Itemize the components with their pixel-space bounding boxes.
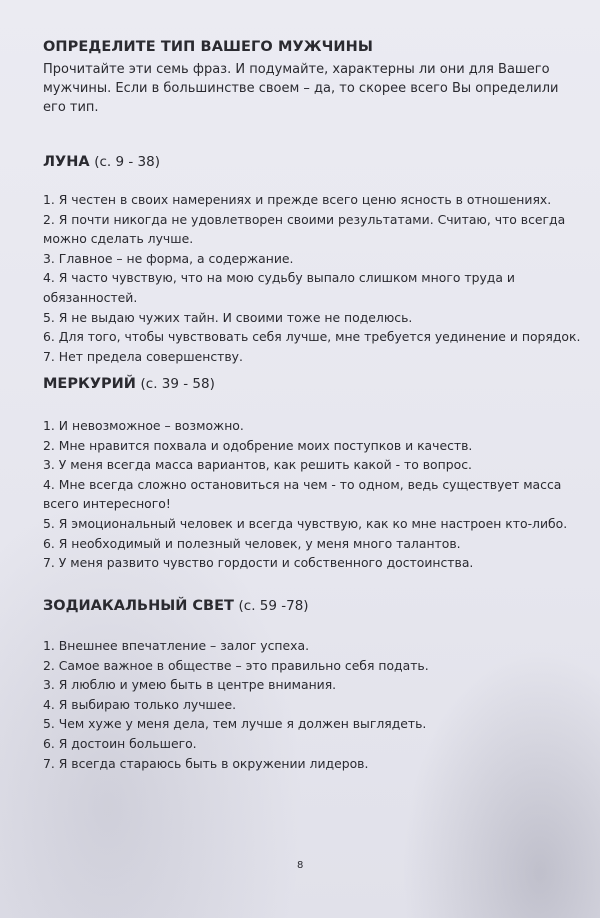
list-item: 4. Я часто чувствую, что на мою судьбу выпало слишком много труда и обязанностей.: [43, 270, 515, 305]
section-zodiacal-light: [43, 596, 588, 771]
list-item: 3. Я люблю и умею быть в центре внимания.: [43, 677, 337, 693]
section-luna: [43, 152, 588, 364]
list-item: 1. Я честен в своих намерениях и прежде всего ценю ясность в отношениях.: [43, 192, 552, 207]
list-item: 1. И невозможное – возможно.: [43, 418, 244, 433]
section-name: ЗОДИАКАЛЬНЫЙ СВЕТ: [43, 598, 234, 614]
section-merkuriy: [43, 374, 588, 571]
list-item: 1. Внешнее впечатление – залог успеха.: [43, 638, 310, 653]
list-item: 7. Нет предела совершенству.: [43, 348, 243, 364]
list-item: 3. Главное – не форма, а содержание.: [43, 250, 294, 266]
section-heading: [43, 374, 588, 394]
list-item: 4. Я выбираю только лучшее.: [43, 696, 237, 712]
list-item: 6. Я необходимый и полезный человек, у меня много талантов.: [43, 535, 461, 551]
page-number: 8: [297, 860, 304, 871]
section-pages: (с. 59 -78): [238, 598, 309, 614]
list-item: 5. Я не выдаю чужих тайн. И своими тоже не поделюсь.: [43, 309, 413, 325]
list-item: 6. Для того, чтобы чувствовать себя лучше, мне требуется уединение и порядок.: [43, 329, 581, 345]
list-item: 2. Самое важное в обществе – это правильно себя подать.: [43, 657, 429, 673]
intro-block: [43, 38, 583, 117]
section-heading: [43, 596, 588, 616]
statement-list: [43, 416, 588, 573]
section-name: ЛУНА: [43, 154, 90, 170]
intro-text: Прочитайте эти семь фраз. И подумайте, характерны ли они для Вашего мужчины. Если в большинстве своем – да, то скорее всего Вы определили его тип.: [43, 62, 559, 115]
list-item: 5. Я эмоциональный человек и всегда чувствую, как ко мне настроен кто-либо.: [43, 515, 568, 531]
section-pages: (с. 39 - 58): [140, 376, 215, 392]
statement-list: [43, 636, 588, 773]
list-item: 7. Я всегда стараюсь быть в окружении лидеров.: [43, 755, 369, 771]
list-item: 2. Мне нравится похвала и одобрение моих поступков и качеств.: [43, 437, 473, 453]
list-item: 5. Чем хуже у меня дела, тем лучше я должен выглядеть.: [43, 716, 427, 732]
statement-list: [43, 190, 588, 366]
intro-title: ОПРЕДЕЛИТЕ ТИП ВАШЕГО МУЖЧИНЫ: [43, 39, 374, 55]
list-item: 3. У меня всегда масса вариантов, как решить какой - то вопрос.: [43, 457, 472, 473]
section-name: МЕРКУРИЙ: [43, 376, 136, 392]
list-item: 6. Я достоин большего.: [43, 735, 197, 751]
list-item: 7. У меня развито чувство гордости и собственного достоинства.: [43, 555, 474, 571]
list-item: 2. Я почти никогда не удовлетворен своими результатами. Считаю, что всегда можно сделать лучше.: [43, 211, 566, 247]
list-item: 4. Мне всегда сложно остановиться на чем - то одном, ведь существует масса всего интересного!: [43, 476, 562, 512]
section-heading: [43, 152, 588, 172]
section-pages: (с. 9 - 38): [94, 154, 160, 170]
